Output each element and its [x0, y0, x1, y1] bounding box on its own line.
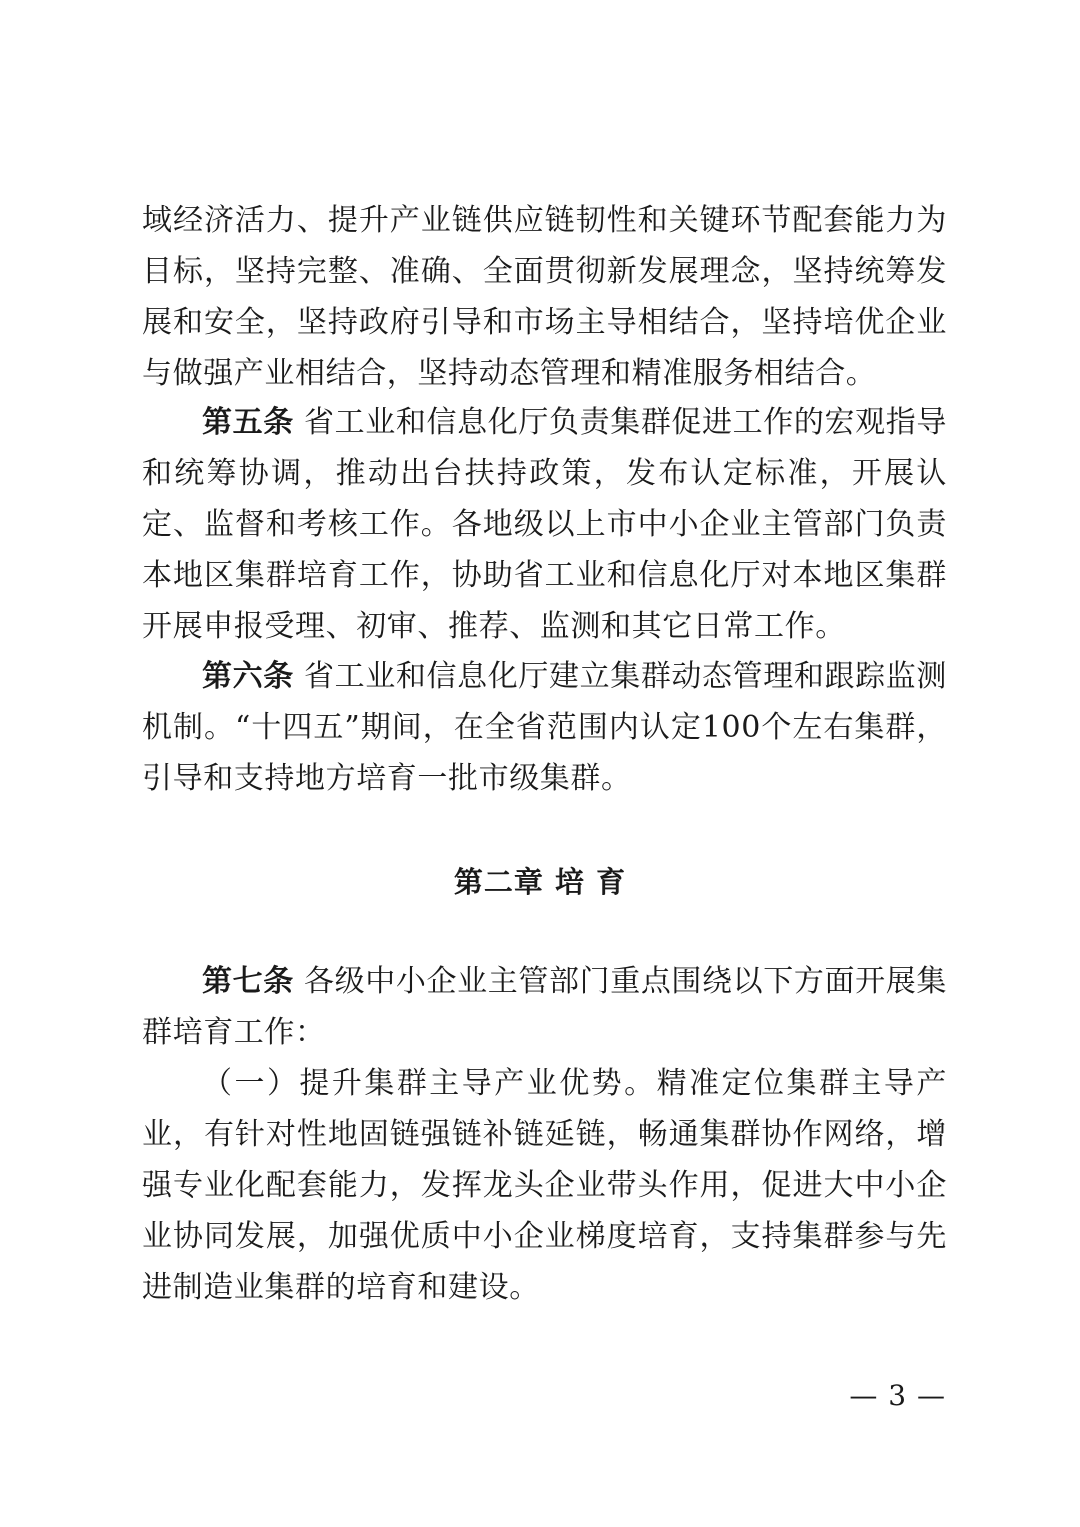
- article-6-label: 第六条: [202, 659, 294, 694]
- chapter-heading: 第二章 培 育: [453, 865, 627, 899]
- article-6: [142, 651, 947, 804]
- article-6-text: 省工业和信息化厅建立集群动态管理和跟踪监测机制。“十四五”期间，在全省范围内认定100个左右集群，引导和支持地方培育一批市级集群。: [142, 659, 947, 796]
- page-number: — 3 —: [849, 1379, 946, 1412]
- paragraph-continuation: 域经济活力、提升产业链供应链韧性和关键环节配套能力为目标，坚持完整、准确、全面贯彻新发展理念，坚持统筹发展和安全，坚持政府引导和市场主导相结合，坚持培优企业与做强产业相结合，坚持动态管理和精准服务相结合。: [142, 203, 947, 391]
- article-7: [142, 956, 947, 1058]
- article-5: [142, 397, 947, 652]
- article-5-label: 第五条: [202, 405, 294, 440]
- article-7-label: 第七条: [202, 964, 294, 999]
- article-7-text: 各级中小企业主管部门重点围绕以下方面开展集群培育工作：: [142, 964, 947, 1050]
- article-5-text: 省工业和信息化厅负责集群促进工作的宏观指导和统筹协调，推动出台扶持政策，发布认定标准，开展认定、监督和考核工作。各地级以上市中小企业主管部门负责本地区集群培育工作，协助省工业和信息化厅对本地区集群开展申报受理、初审、推荐、监测和其它日常工作。: [142, 405, 947, 644]
- article-7-item-1: （一）提升集群主导产业优势。精准定位集群主导产业，有针对性地固链强链补链延链，畅通集群协作网络，增强专业化配套能力，发挥龙头企业带头作用，促进大中小企业协同发展，加强优质中小企业梯度培育，支持集群参与先进制造业集群的培育和建设。: [142, 1066, 947, 1305]
